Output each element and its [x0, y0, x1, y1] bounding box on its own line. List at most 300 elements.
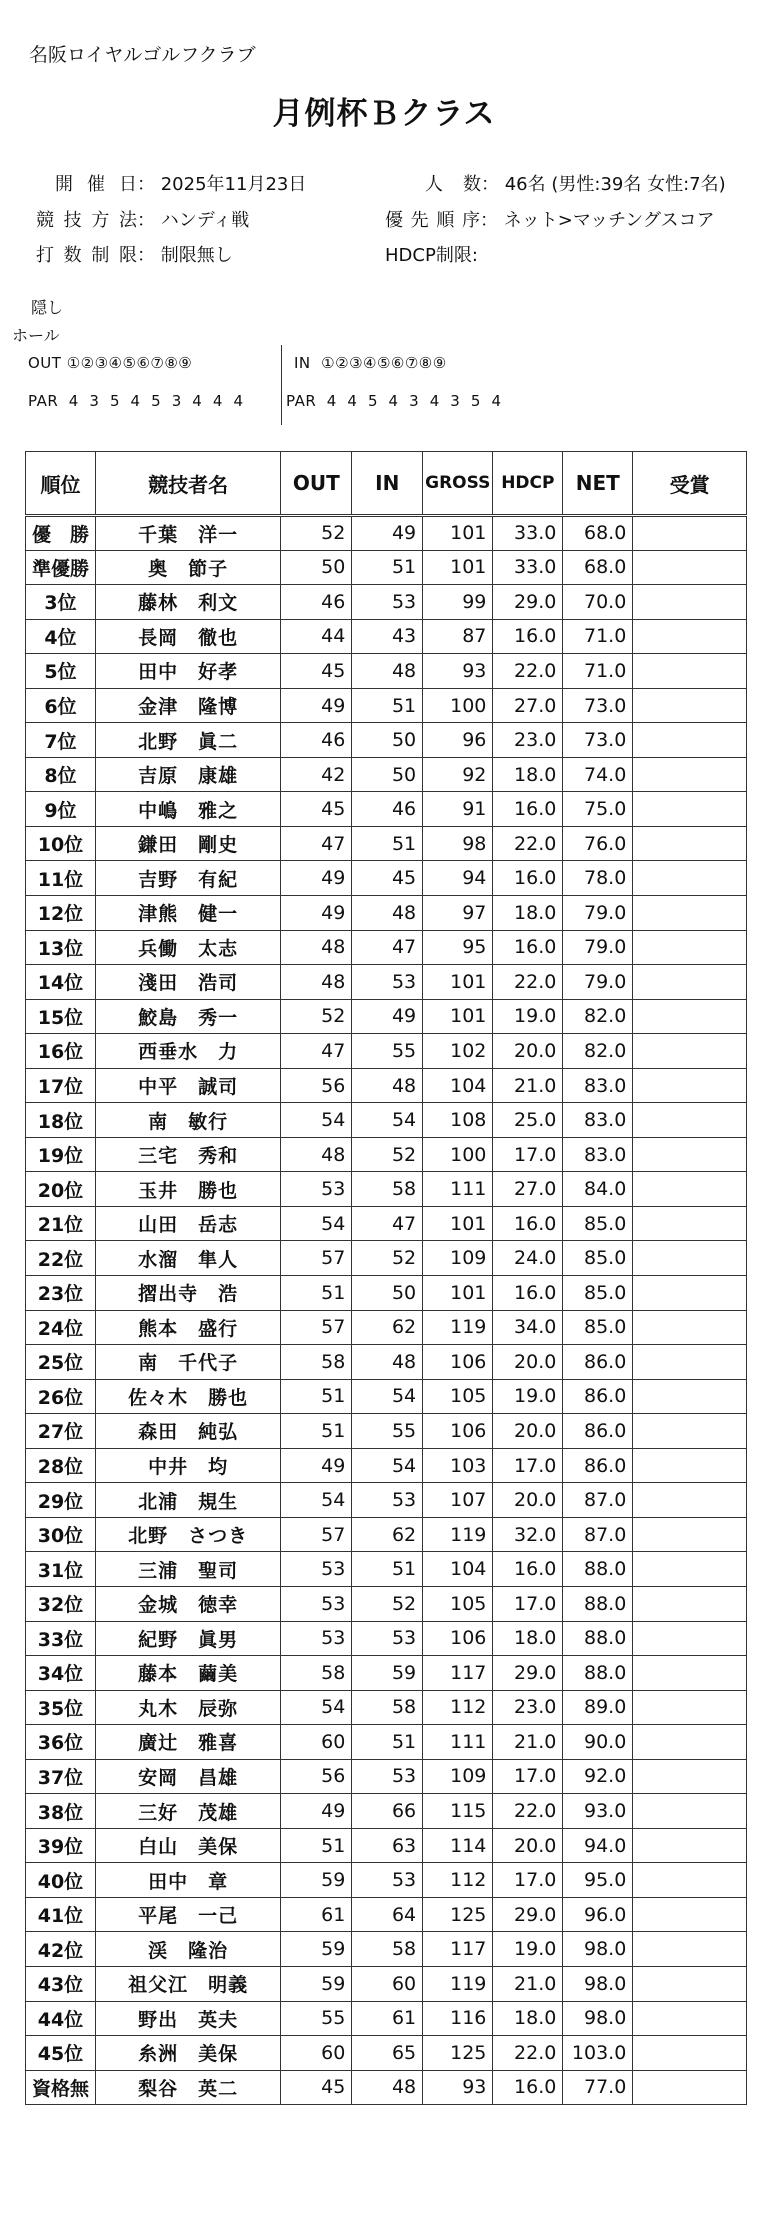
table-row — [26, 1794, 747, 1829]
out-cell: 42 — [281, 757, 352, 792]
table-row — [26, 723, 747, 758]
name-cell: 奥 節子 — [95, 550, 280, 585]
in-cell: 62 — [352, 1517, 423, 1552]
out-cell: 53 — [281, 1621, 352, 1656]
table-row — [26, 1172, 747, 1207]
net-cell: 87.0 — [563, 1483, 633, 1518]
net-cell: 88.0 — [563, 1621, 633, 1656]
net-cell: 98.0 — [563, 1932, 633, 1967]
net-cell: 87.0 — [563, 1517, 633, 1552]
table-row — [26, 1448, 747, 1483]
rank-cell: 21位 — [26, 1206, 96, 1241]
table-row — [26, 1517, 747, 1552]
hdcp-cell: 16.0 — [493, 619, 563, 654]
award-cell — [633, 1586, 747, 1621]
gross-cell: 105 — [423, 1586, 493, 1621]
name-cell: 南 敏行 — [95, 1103, 280, 1138]
award-cell — [633, 516, 747, 551]
col-award: 受賞 — [633, 452, 747, 516]
info-method: 競技方法： ハンディ戦 — [36, 206, 249, 232]
name-cell: 水溜 隼人 — [95, 1241, 280, 1276]
name-cell: 田中 好孝 — [95, 654, 280, 689]
table-row — [26, 585, 747, 620]
award-cell — [633, 1448, 747, 1483]
award-cell — [633, 1137, 747, 1172]
rank-cell: 41位 — [26, 1897, 96, 1932]
gross-cell: 99 — [423, 585, 493, 620]
rank-cell: 40位 — [26, 1863, 96, 1898]
holes-divider — [281, 345, 282, 425]
award-cell — [633, 1621, 747, 1656]
rank-cell: 43位 — [26, 1966, 96, 2001]
gross-cell: 106 — [423, 1345, 493, 1380]
out-cell: 60 — [281, 1725, 352, 1760]
out-cell: 53 — [281, 1552, 352, 1587]
net-cell: 68.0 — [563, 550, 633, 585]
net-cell: 70.0 — [563, 585, 633, 620]
rank-cell: 29位 — [26, 1483, 96, 1518]
out-cell: 56 — [281, 1759, 352, 1794]
in-cell: 49 — [352, 999, 423, 1034]
award-cell — [633, 1794, 747, 1829]
net-cell: 90.0 — [563, 1725, 633, 1760]
in-cell: 66 — [352, 1794, 423, 1829]
info-date-label: 開催日 — [55, 174, 137, 195]
out-cell: 57 — [281, 1241, 352, 1276]
out-cell: 47 — [281, 1034, 352, 1069]
award-cell — [633, 2001, 747, 2036]
out-holes: OUT ①②③④⑤⑥⑦⑧⑨ — [28, 354, 193, 372]
table-row — [26, 1034, 747, 1069]
award-cell — [633, 654, 747, 689]
hdcp-cell: 19.0 — [493, 1379, 563, 1414]
table-row — [26, 1897, 747, 1932]
in-cell: 65 — [352, 2036, 423, 2071]
award-cell — [633, 999, 747, 1034]
par-out: PAR 4 3 5 4 5 3 4 4 4 — [28, 392, 244, 410]
table-row — [26, 1137, 747, 1172]
info-priority-value: ネット>マッチングスコア — [503, 210, 715, 231]
hdcp-cell: 18.0 — [493, 896, 563, 931]
table-row — [26, 1483, 747, 1518]
rank-cell: 39位 — [26, 1828, 96, 1863]
rank-cell: 6位 — [26, 688, 96, 723]
hdcp-cell: 22.0 — [493, 2036, 563, 2071]
rank-cell: 24位 — [26, 1310, 96, 1345]
hdcp-cell: 20.0 — [493, 1414, 563, 1449]
net-cell: 98.0 — [563, 1966, 633, 2001]
table-row — [26, 757, 747, 792]
col-gross: GROSS — [423, 452, 493, 516]
gross-cell: 101 — [423, 1276, 493, 1311]
rank-cell: 28位 — [26, 1448, 96, 1483]
col-in: IN — [352, 452, 423, 516]
info-count: 人数： 46名 (男性:39名 女性:7名) — [425, 170, 726, 196]
award-cell — [633, 792, 747, 827]
out-cell: 60 — [281, 2036, 352, 2071]
hdcp-cell: 17.0 — [493, 1863, 563, 1898]
hdcp-cell: 18.0 — [493, 2001, 563, 2036]
hdcp-cell: 22.0 — [493, 1794, 563, 1829]
in-cell: 54 — [352, 1448, 423, 1483]
net-cell: 94.0 — [563, 1828, 633, 1863]
in-cell: 53 — [352, 1621, 423, 1656]
net-cell: 77.0 — [563, 2070, 633, 2105]
out-cell: 52 — [281, 516, 352, 551]
gross-cell: 104 — [423, 1068, 493, 1103]
rank-cell: 8位 — [26, 757, 96, 792]
hdcp-cell: 21.0 — [493, 1966, 563, 2001]
table-row — [26, 1690, 747, 1725]
award-cell — [633, 1552, 747, 1587]
net-cell: 85.0 — [563, 1241, 633, 1276]
out-cell: 45 — [281, 2070, 352, 2105]
net-cell: 83.0 — [563, 1137, 633, 1172]
in-cell: 54 — [352, 1103, 423, 1138]
in-cell: 53 — [352, 1759, 423, 1794]
award-cell — [633, 2070, 747, 2105]
table-row — [26, 1414, 747, 1449]
name-cell: 南 千代子 — [95, 1345, 280, 1380]
table-row — [26, 999, 747, 1034]
club-name: 名阪ロイヤルゴルフクラブ — [29, 44, 256, 66]
name-cell: 中嶋 雅之 — [95, 792, 280, 827]
rank-cell: 27位 — [26, 1414, 96, 1449]
hdcp-cell: 19.0 — [493, 999, 563, 1034]
table-row — [26, 1725, 747, 1760]
net-cell: 73.0 — [563, 688, 633, 723]
gross-cell: 100 — [423, 688, 493, 723]
name-cell: 祖父江 明義 — [95, 1966, 280, 2001]
name-cell: 三宅 秀和 — [95, 1137, 280, 1172]
in-cell: 48 — [352, 1068, 423, 1103]
table-row — [26, 1310, 747, 1345]
net-cell: 86.0 — [563, 1345, 633, 1380]
col-out: OUT — [281, 452, 352, 516]
hdcp-cell: 18.0 — [493, 757, 563, 792]
award-cell — [633, 1656, 747, 1691]
net-cell: 103.0 — [563, 2036, 633, 2071]
name-cell: 玉井 勝也 — [95, 1172, 280, 1207]
hdcp-cell: 17.0 — [493, 1759, 563, 1794]
in-cell: 54 — [352, 1379, 423, 1414]
award-cell — [633, 619, 747, 654]
out-cell: 48 — [281, 1137, 352, 1172]
name-cell: 中井 均 — [95, 1448, 280, 1483]
award-cell — [633, 550, 747, 585]
hdcp-cell: 20.0 — [493, 1828, 563, 1863]
col-hdcp: HDCP — [493, 452, 563, 516]
out-cell: 48 — [281, 930, 352, 965]
out-cell: 53 — [281, 1586, 352, 1621]
rank-cell: 3位 — [26, 585, 96, 620]
award-cell — [633, 1068, 747, 1103]
rank-cell: 4位 — [26, 619, 96, 654]
table-row — [26, 1828, 747, 1863]
net-cell: 84.0 — [563, 1172, 633, 1207]
hdcp-cell: 17.0 — [493, 1448, 563, 1483]
hdcp-cell: 17.0 — [493, 1586, 563, 1621]
award-cell — [633, 1483, 747, 1518]
hdcp-cell: 23.0 — [493, 1690, 563, 1725]
net-cell: 88.0 — [563, 1656, 633, 1691]
name-cell: 千葉 洋一 — [95, 516, 280, 551]
out-cell: 49 — [281, 861, 352, 896]
in-cell: 64 — [352, 1897, 423, 1932]
in-cell: 48 — [352, 896, 423, 931]
award-cell — [633, 896, 747, 931]
out-cell: 54 — [281, 1206, 352, 1241]
in-cell: 53 — [352, 585, 423, 620]
table-row — [26, 550, 747, 585]
name-cell: 佐々木 勝也 — [95, 1379, 280, 1414]
table-row — [26, 1863, 747, 1898]
award-cell — [633, 1517, 747, 1552]
rank-cell: 20位 — [26, 1172, 96, 1207]
net-cell: 85.0 — [563, 1206, 633, 1241]
gross-cell: 119 — [423, 1517, 493, 1552]
info-strokes-value: 制限無し — [160, 245, 233, 266]
name-cell: 藤本 繭美 — [95, 1656, 280, 1691]
net-cell: 76.0 — [563, 826, 633, 861]
net-cell: 79.0 — [563, 965, 633, 1000]
gross-cell: 116 — [423, 2001, 493, 2036]
out-cell: 58 — [281, 1345, 352, 1380]
info-date-value: 2025年11月23日 — [160, 174, 307, 195]
table-row — [26, 2036, 747, 2071]
table-row — [26, 2001, 747, 2036]
award-cell — [633, 1725, 747, 1760]
name-cell: 安岡 昌雄 — [95, 1759, 280, 1794]
name-cell: 金城 徳幸 — [95, 1586, 280, 1621]
gross-cell: 91 — [423, 792, 493, 827]
in-cell: 59 — [352, 1656, 423, 1691]
hdcp-cell: 25.0 — [493, 1103, 563, 1138]
gross-cell: 114 — [423, 1828, 493, 1863]
gross-cell: 109 — [423, 1759, 493, 1794]
info-count-value: 46名 (男性:39名 女性:7名) — [504, 174, 726, 195]
award-cell — [633, 1172, 747, 1207]
results-table — [25, 451, 747, 2105]
in-cell: 47 — [352, 1206, 423, 1241]
in-cell: 58 — [352, 1690, 423, 1725]
gross-cell: 95 — [423, 930, 493, 965]
gross-cell: 101 — [423, 1206, 493, 1241]
info-count-label: 人数 — [425, 174, 481, 195]
table-row — [26, 688, 747, 723]
gross-cell: 119 — [423, 1310, 493, 1345]
net-cell: 71.0 — [563, 654, 633, 689]
table-row — [26, 1656, 747, 1691]
hdcp-cell: 19.0 — [493, 1932, 563, 1967]
gross-cell: 111 — [423, 1172, 493, 1207]
in-cell: 48 — [352, 654, 423, 689]
name-cell: 津熊 健一 — [95, 896, 280, 931]
gross-cell: 97 — [423, 896, 493, 931]
gross-cell: 107 — [423, 1483, 493, 1518]
table-row — [26, 861, 747, 896]
name-cell: 紀野 眞男 — [95, 1621, 280, 1656]
out-cell: 53 — [281, 1172, 352, 1207]
in-cell: 53 — [352, 965, 423, 1000]
out-cell: 45 — [281, 792, 352, 827]
gross-cell: 101 — [423, 516, 493, 551]
table-row — [26, 516, 747, 551]
award-cell — [633, 1379, 747, 1414]
name-cell: 吉野 有紀 — [95, 861, 280, 896]
rank-cell: 5位 — [26, 654, 96, 689]
info-strokes: 打数制限： 制限無し — [36, 241, 233, 267]
hdcp-cell: 23.0 — [493, 723, 563, 758]
table-row — [26, 1206, 747, 1241]
out-cell: 54 — [281, 1103, 352, 1138]
gross-cell: 108 — [423, 1103, 493, 1138]
out-cell: 49 — [281, 688, 352, 723]
in-cell: 63 — [352, 1828, 423, 1863]
table-row — [26, 619, 747, 654]
hdcp-cell: 33.0 — [493, 550, 563, 585]
table-row — [26, 1068, 747, 1103]
rank-cell: 18位 — [26, 1103, 96, 1138]
award-cell — [633, 1414, 747, 1449]
in-cell: 46 — [352, 792, 423, 827]
table-row — [26, 1932, 747, 1967]
out-cell: 52 — [281, 999, 352, 1034]
net-cell: 74.0 — [563, 757, 633, 792]
net-cell: 86.0 — [563, 1414, 633, 1449]
name-cell: 藤林 利文 — [95, 585, 280, 620]
out-cell: 59 — [281, 1932, 352, 1967]
info-hdcp-limit — [385, 241, 478, 267]
name-cell: 糸洲 美保 — [95, 2036, 280, 2071]
net-cell: 96.0 — [563, 1897, 633, 1932]
name-cell: 森田 純弘 — [95, 1414, 280, 1449]
net-cell: 83.0 — [563, 1068, 633, 1103]
name-cell: 丸木 辰弥 — [95, 1690, 280, 1725]
out-cell: 59 — [281, 1966, 352, 2001]
out-cell: 50 — [281, 550, 352, 585]
award-cell — [633, 757, 747, 792]
gross-cell: 101 — [423, 965, 493, 1000]
net-cell: 82.0 — [563, 1034, 633, 1069]
rank-cell: 32位 — [26, 1586, 96, 1621]
gross-cell: 105 — [423, 1379, 493, 1414]
name-cell: 金津 隆博 — [95, 688, 280, 723]
rank-cell: 31位 — [26, 1552, 96, 1587]
name-cell: 平尾 一己 — [95, 1897, 280, 1932]
info-date: 開催日： 2025年11月23日 — [55, 170, 306, 196]
in-cell: 50 — [352, 1276, 423, 1311]
net-cell: 73.0 — [563, 723, 633, 758]
award-cell — [633, 1310, 747, 1345]
hdcp-cell: 16.0 — [493, 1276, 563, 1311]
gross-cell: 115 — [423, 1794, 493, 1829]
hdcp-cell: 20.0 — [493, 1483, 563, 1518]
net-cell: 79.0 — [563, 930, 633, 965]
rank-cell: 15位 — [26, 999, 96, 1034]
table-row — [26, 896, 747, 931]
rank-cell: 10位 — [26, 826, 96, 861]
hdcp-cell: 27.0 — [493, 1172, 563, 1207]
table-row — [26, 930, 747, 965]
hidden-label: 隠し — [31, 298, 64, 317]
name-cell: 廣辻 雅喜 — [95, 1725, 280, 1760]
hdcp-cell: 29.0 — [493, 1656, 563, 1691]
rank-cell: 準優勝 — [26, 550, 96, 585]
out-cell: 45 — [281, 654, 352, 689]
in-cell: 50 — [352, 723, 423, 758]
net-cell: 82.0 — [563, 999, 633, 1034]
col-rank: 順位 — [26, 452, 96, 516]
award-cell — [633, 1345, 747, 1380]
in-cell: 51 — [352, 826, 423, 861]
out-cell: 47 — [281, 826, 352, 861]
table-row — [26, 1966, 747, 2001]
award-cell — [633, 826, 747, 861]
in-cell: 49 — [352, 516, 423, 551]
out-cell: 49 — [281, 896, 352, 931]
hdcp-cell: 22.0 — [493, 965, 563, 1000]
in-cell: 62 — [352, 1310, 423, 1345]
rank-cell: 30位 — [26, 1517, 96, 1552]
hdcp-cell: 33.0 — [493, 516, 563, 551]
rank-cell: 35位 — [26, 1690, 96, 1725]
hdcp-cell: 17.0 — [493, 1137, 563, 1172]
award-cell — [633, 1897, 747, 1932]
out-cell: 55 — [281, 2001, 352, 2036]
rank-cell: 資格無 — [26, 2070, 96, 2105]
info-priority-label: 優先順序 — [385, 210, 480, 231]
gross-cell: 102 — [423, 1034, 493, 1069]
hdcp-cell: 21.0 — [493, 1068, 563, 1103]
name-cell: 鎌田 剛史 — [95, 826, 280, 861]
out-cell: 58 — [281, 1656, 352, 1691]
award-cell — [633, 861, 747, 896]
info-priority: 優先順序： ネット>マッチングスコア — [385, 206, 715, 232]
gross-cell: 111 — [423, 1725, 493, 1760]
out-cell: 46 — [281, 585, 352, 620]
table-row — [26, 1759, 747, 1794]
out-cell: 57 — [281, 1310, 352, 1345]
hdcp-cell: 18.0 — [493, 1621, 563, 1656]
net-cell: 85.0 — [563, 1276, 633, 1311]
table-row — [26, 1552, 747, 1587]
in-cell: 51 — [352, 688, 423, 723]
rank-cell: 17位 — [26, 1068, 96, 1103]
gross-cell: 104 — [423, 1552, 493, 1587]
page-title: 月例杯Ｂクラス — [272, 96, 496, 132]
table-row — [26, 1379, 747, 1414]
net-cell: 78.0 — [563, 861, 633, 896]
hdcp-cell: 24.0 — [493, 1241, 563, 1276]
in-holes: IN ①②③④⑤⑥⑦⑧⑨ — [294, 354, 447, 372]
award-cell — [633, 1034, 747, 1069]
name-cell: 山田 岳志 — [95, 1206, 280, 1241]
name-cell: 三好 茂雄 — [95, 1794, 280, 1829]
in-cell: 52 — [352, 1586, 423, 1621]
table-row — [26, 1586, 747, 1621]
in-cell: 51 — [352, 1552, 423, 1587]
rank-cell: 34位 — [26, 1656, 96, 1691]
name-cell: 野出 英夫 — [95, 2001, 280, 2036]
name-cell: 北野 さつき — [95, 1517, 280, 1552]
info-strokes-label: 打数制限 — [36, 245, 137, 266]
name-cell: 梨谷 英二 — [95, 2070, 280, 2105]
out-cell: 54 — [281, 1483, 352, 1518]
in-cell: 58 — [352, 1932, 423, 1967]
name-cell: 鮫島 秀一 — [95, 999, 280, 1034]
rank-cell: 45位 — [26, 2036, 96, 2071]
